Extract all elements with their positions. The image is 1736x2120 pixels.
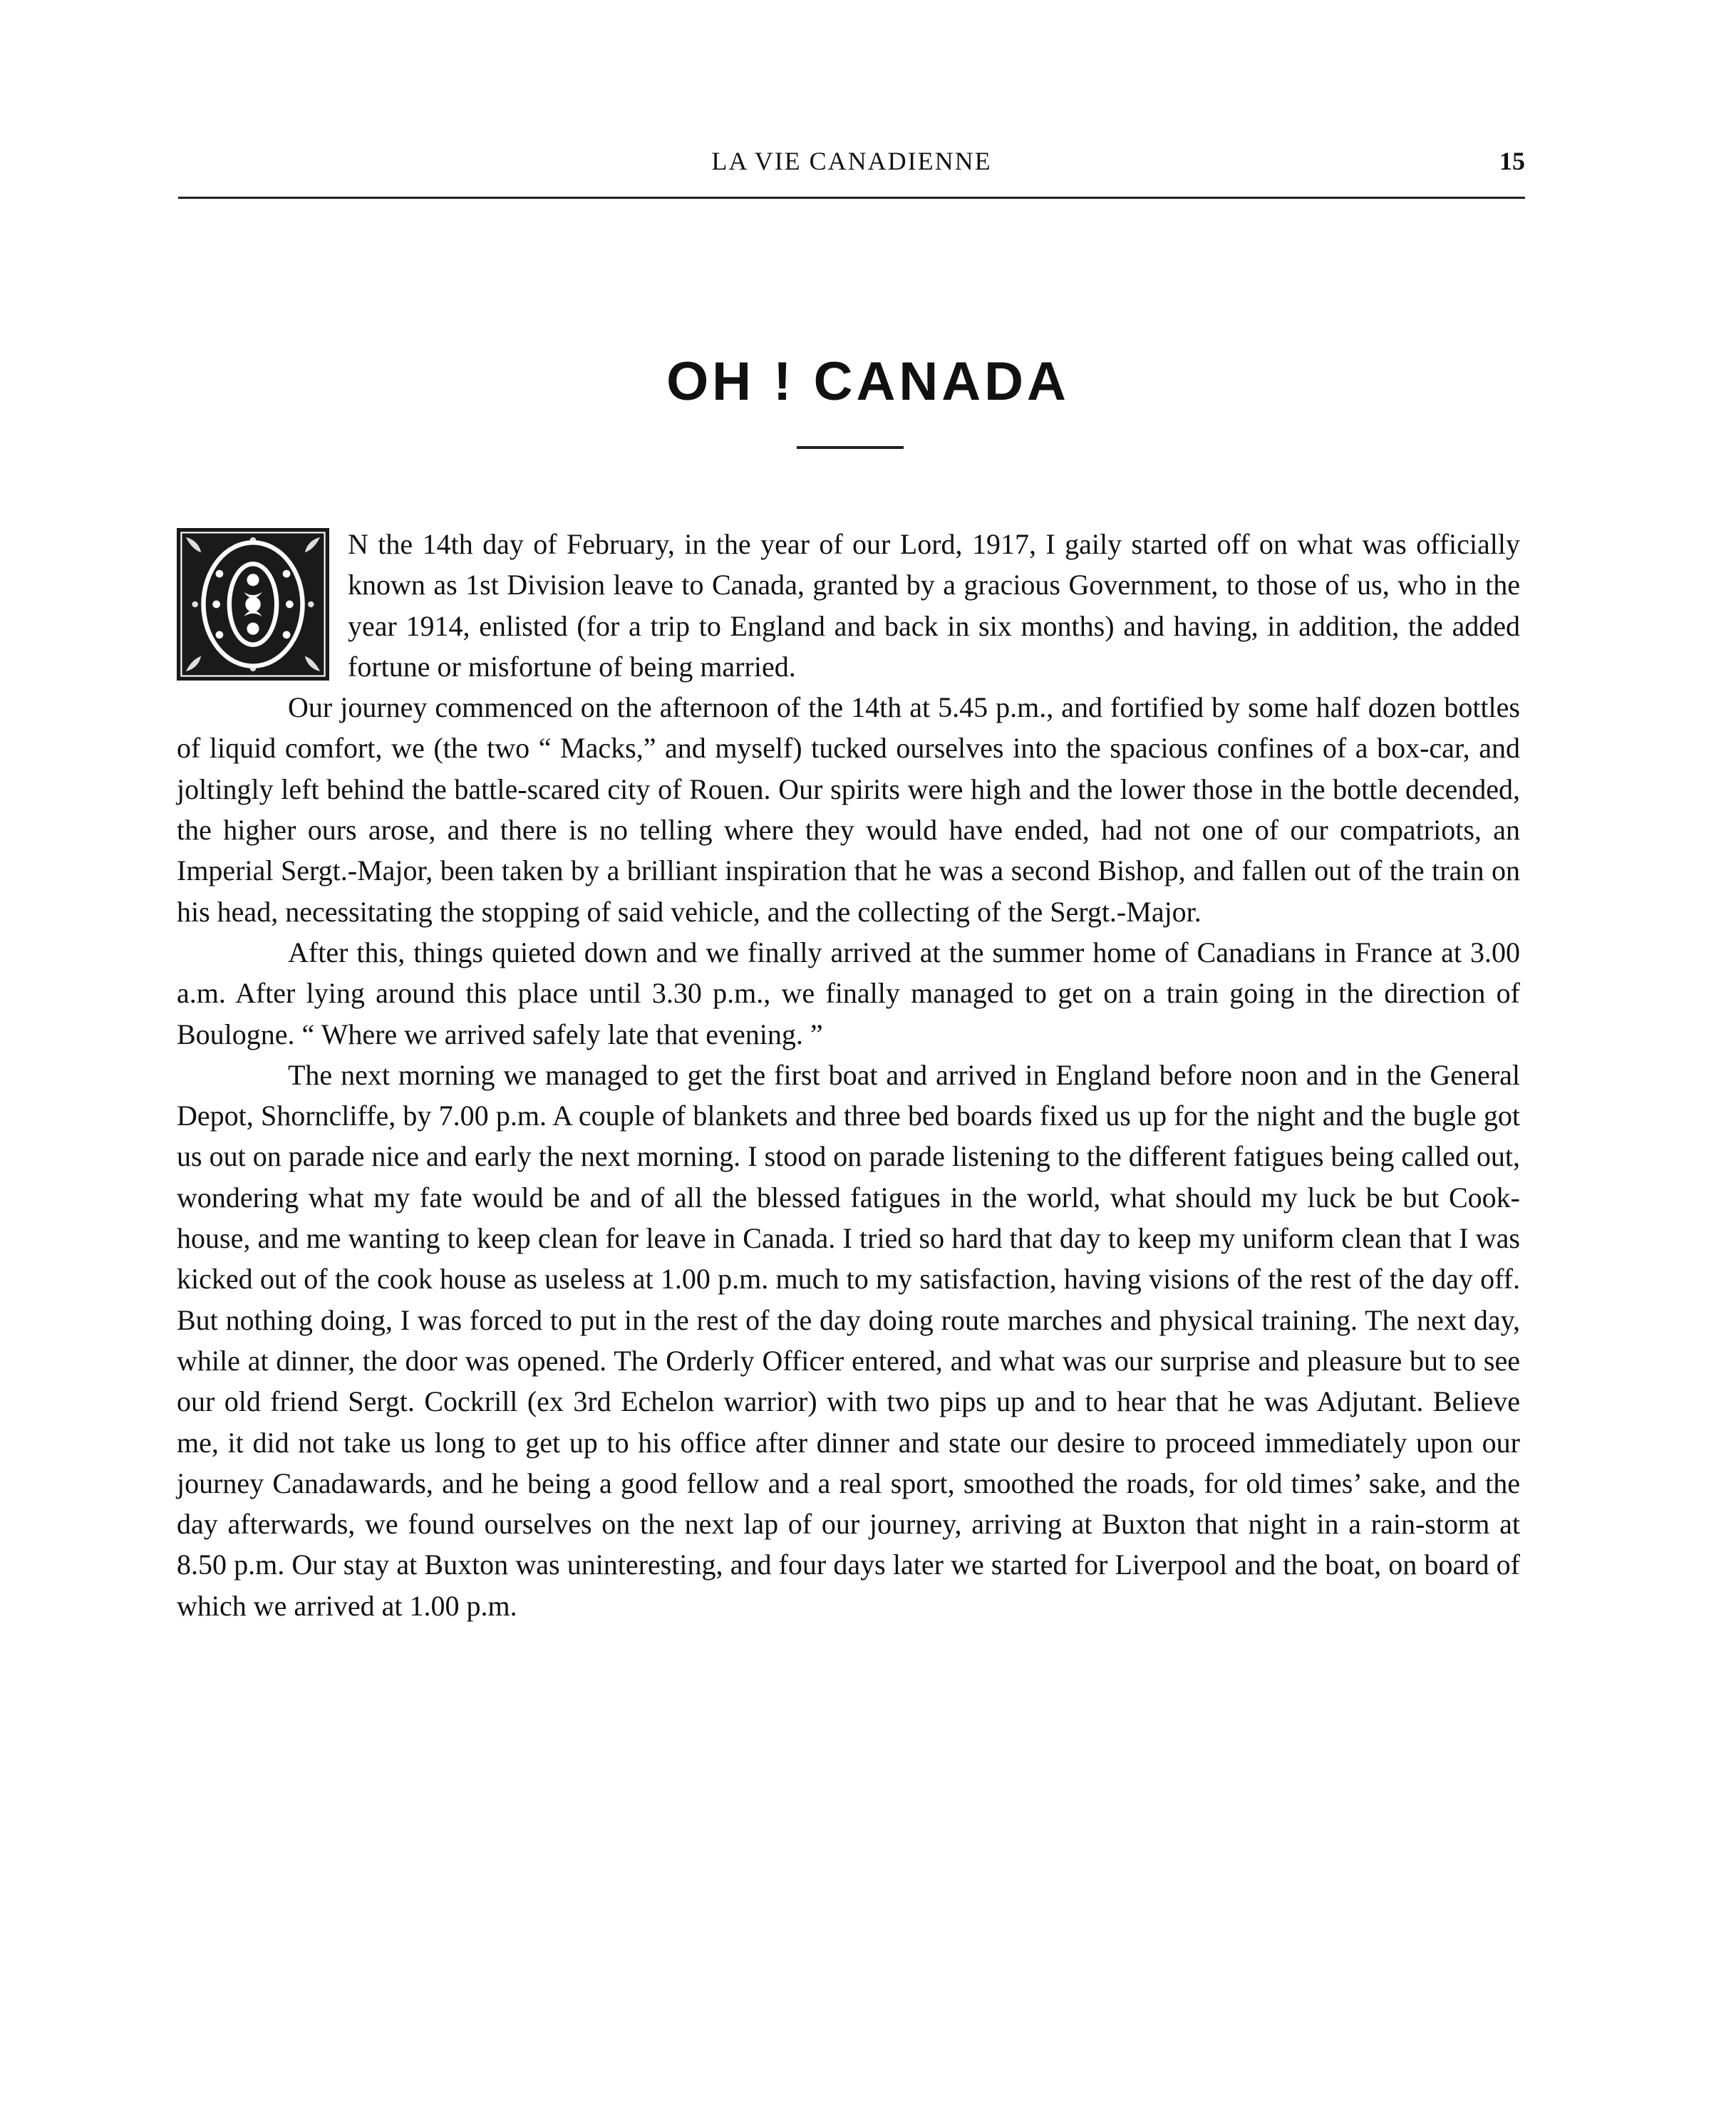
page-number: 15 — [1499, 147, 1525, 175]
article-title: OH ! CANADA — [666, 351, 1070, 412]
paragraph: The next morning we managed to get the first boat and arrived in England before noon and in the General Depot, Shorncliffe, by 7.00 p.m. A couple of blankets and three bed boards fixed us up for the night and the bugle got us out on parade nice and early the next morning. I stood on parade listening to the different fatigues being called out, wondering what my fate would be and of all the blessed fatigues in the world, what should my luck be but Cook- house, and me wanting to keep clean for leave in Canada. I tried so hard that day to keep my uniform clean that I was kicked out of the cook house as useless at 1.00 p.m. much to my satisfaction, having visions of the rest of the day off. But nothing doing, I was forced to put in the rest of the day doing route marches and physical training. The next day, while at dinner, the door was opened. The Orderly Officer entered, and what was our surprise and pleasure but to see our old friend Sergt. Cockrill (ex 3rd Echelon warrior) with two pips up and to hear that he was Adjutant. Believe me, it did not take us long to get up to his office after dinner and state our desire to proceed immediately upon our journey Canadawards, and he being a good fellow and a real sport, smoothed the roads, for old times’ sake, and the day afterwards, we found ourselves on the next lap of our journey, arriving at Buxton that night in a rain-storm at 8.50 p.m. Our stay at Buxton was uninteresting, and four days later we started for Liverpool and the boat, on board of which we arrived at 1.00 p.m. — [177, 1058, 1520, 1622]
first-paragraph — [177, 524, 1520, 687]
article-body — [177, 524, 1520, 1626]
paragraph: Our journey commenced on the afternoon of the 14th at 5.45 p.m., and fortified by some half dozen bottles of liquid comfort, we (the two “ Macks,” and myself) tucked ourselves into the spacious confines of a box-car, and joltingly left behind the battle-scared city of Rouen. Our spirits were high and the lower those in the bottle decended, the higher ours arose, and there is no telling where they would have ended, had not one of our compatriots, an Imperial Sergt.-Major, been taken by a brilliant inspiration that he was a second Bishop, and fallen out of the train on his head, necessitating the stopping of said vehicle, and the collecting of the Sergt.-Major. — [177, 691, 1520, 928]
first-paragraph-text: N the 14th day of February, in the year of our Lord, 1917, I gaily started off on what was officially known as 1st Division leave to Canada, granted by a gracious Government, to those of us, who in the year 1914, enlisted (for a trip to England and back in six months) and having, in addition, the added fortune or misfortune of being married. — [348, 528, 1520, 683]
running-header — [178, 146, 1525, 189]
ornamental-drop-cap-graphic — [177, 528, 329, 681]
running-title: LA VIE CANADIENNE — [711, 147, 992, 175]
ornamental-drop-cap — [177, 528, 329, 681]
title-rule — [797, 446, 904, 449]
header-rule — [178, 197, 1525, 199]
paragraph: After this, things quieted down and we finally arrived at the summer home of Canadians in France at 3.00 a.m. After lying around this place until 3.30 p.m., we finally managed to get on a train going in the direction of Boulogne. “ Where we arrived safely late that evening. ” — [177, 936, 1520, 1050]
